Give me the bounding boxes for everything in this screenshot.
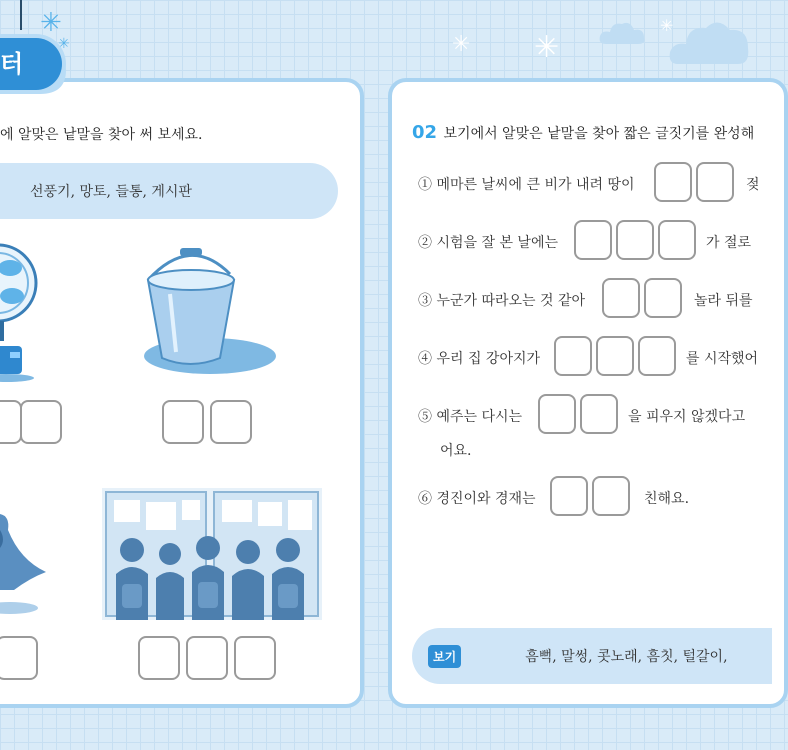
sentence-5-continued: 을 피우지 않겠다고 <box>628 409 746 425</box>
answer-box[interactable] <box>554 336 592 376</box>
answer-box[interactable] <box>574 220 612 260</box>
sentence-5-line-2: 어요. <box>440 443 472 459</box>
question-number: 02 <box>412 122 438 143</box>
cloud-icon <box>598 18 648 48</box>
answer-box[interactable] <box>234 636 276 680</box>
answer-box[interactable] <box>644 278 682 318</box>
cape-icon <box>0 500 50 620</box>
answer-box[interactable] <box>580 394 618 434</box>
answer-box[interactable] <box>20 400 62 444</box>
sentence-1-continued: 젖 <box>746 177 760 193</box>
answer-box[interactable] <box>602 278 640 318</box>
word-choices: 선풍기, 망토, 들통, 게시판 <box>30 184 192 200</box>
sentence-2-continued: 가 절로 <box>706 235 752 251</box>
sentence-6: ⑥ 경진이와 경재는 <box>418 491 536 507</box>
sentence-4-continued: 를 시작했어 <box>686 351 759 367</box>
hanging-string <box>20 0 22 30</box>
answer-box[interactable] <box>186 636 228 680</box>
cloud-icon <box>668 14 750 68</box>
electric-fan-icon <box>0 238 40 388</box>
answer-box[interactable] <box>538 394 576 434</box>
answer-box[interactable] <box>138 636 180 680</box>
snowflake-icon: ✳ <box>534 30 560 65</box>
snowflake-icon: ✳ <box>452 32 471 57</box>
answer-box[interactable] <box>596 336 634 376</box>
answer-box[interactable] <box>654 162 692 202</box>
answer-box[interactable] <box>696 162 734 202</box>
snowflake-icon: ✳ <box>660 16 674 35</box>
answer-box[interactable] <box>616 220 654 260</box>
answer-box[interactable] <box>162 400 204 444</box>
sentence-6-continued: 친해요. <box>644 491 690 507</box>
sentence-3-continued: 놀라 뒤를 <box>694 293 753 309</box>
bucket-icon <box>140 244 280 384</box>
example-words-bar <box>412 628 772 684</box>
question-1-instruction: 에 알맞은 낱말을 찾아 써 보세요. <box>0 127 203 143</box>
sentence-2: ② 시험을 잘 본 날에는 <box>418 235 558 251</box>
sentence-1: ① 메마른 날씨에 큰 비가 내려 땅이 <box>418 177 635 193</box>
word-choices-bar <box>0 163 338 219</box>
answer-box[interactable] <box>0 636 38 680</box>
question-2-heading <box>412 122 754 143</box>
snowflake-icon: ✳ <box>58 36 70 52</box>
answer-box[interactable] <box>658 220 696 260</box>
sentence-5: ⑤ 예주는 다시는 <box>418 409 523 425</box>
snowflake-icon: ✳ <box>40 8 62 38</box>
question-2-instruction: 보기에서 알맞은 낱말을 찾아 짧은 글짓기를 완성해 <box>443 126 755 142</box>
answer-box[interactable] <box>638 336 676 376</box>
sentence-3: ③ 누군가 따라오는 것 같아 <box>418 293 586 309</box>
answer-box[interactable] <box>0 400 22 444</box>
section-title-badge: 터 <box>0 38 62 90</box>
example-words: 흠뻑, 말썽, 콧노래, 흠칫, 털갈이, <box>525 649 728 665</box>
sentence-4: ④ 우리 집 강아지가 <box>418 351 541 367</box>
answer-box[interactable] <box>592 476 630 516</box>
example-label: 보기 <box>428 645 461 668</box>
answer-box[interactable] <box>550 476 588 516</box>
answer-box[interactable] <box>210 400 252 444</box>
bulletin-board-icon <box>102 488 322 620</box>
